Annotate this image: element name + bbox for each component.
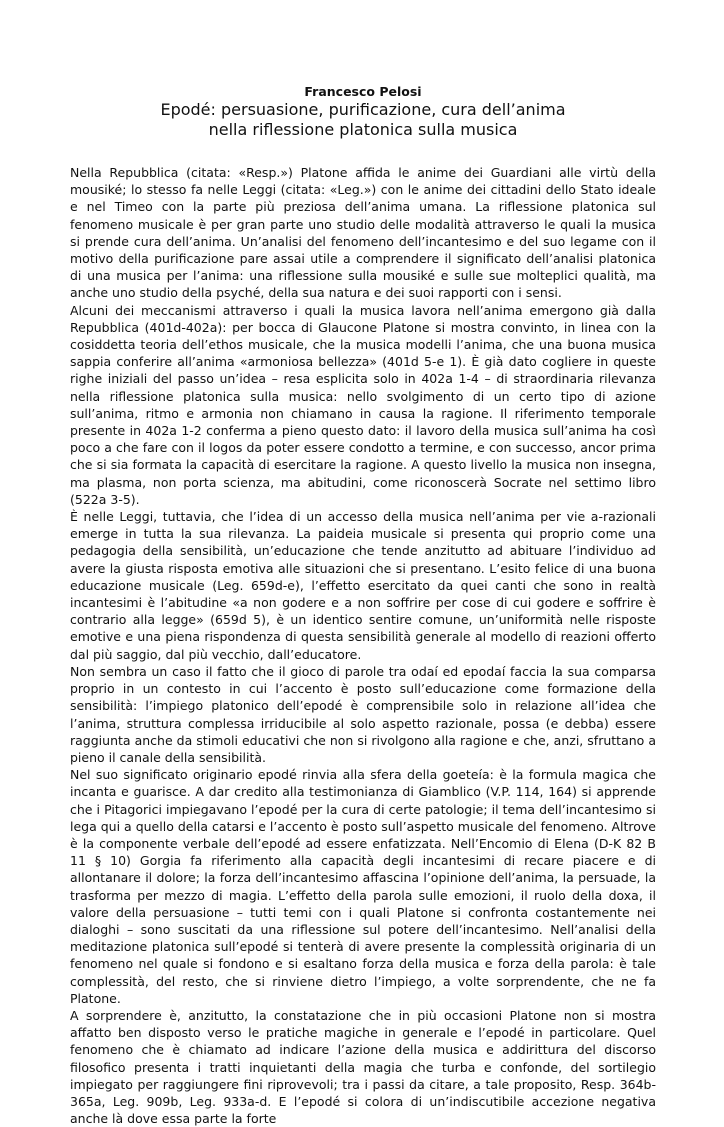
author-name: Francesco Pelosi [304,84,422,99]
paragraph-4: Non sembra un caso il fatto che il gioco di parole tra odaí ed epodaí faccia la sua comparsa proprio in un contesto in cui l’accento è posto sull’educazione come formazione della sensibilità: l’impiego platonico dell’epodé è comprensibile solo in relazione all’idea che l’anima, struttura complessa irriducibile al solo aspetto razionale, possa (e debba) essere raggiunta anche da stimoli educativi che non si rivolgono alla ragione e che, anzi, sfruttano a pieno il canale della sensibilità. [70,663,656,765]
document-title-line-1: Epodé: persuasione, purificazione, cura dell’anima [160,100,566,119]
paragraph-2: Alcuni dei meccanismi attraverso i quali la musica lavora nell’anima emergono già dalla Repubblica (401d-402a): per bocca di Glaucone Platone si mostra convinto, in linea con la cosiddetta teoria dell’ethos musicale, che la musica modelli l’anima, che una buona musica sappia conferire all’anima «armoniosa bellezza» (401d 5-e 1). È già dato cogliere in queste righe iniziali del passo un’idea – resa esplicita solo in 402a 1-4 – di straordinaria rilevanza nella riflessione platonica sulla musica: nello svolgimento di un certo tipo di azione sull’anima, ritmo e armonia non chiamano in causa la ragione. Il riferimento temporale presente in 402a 1-2 conferma a pieno questo dato: il lavoro della musica sull’anima ha così poco a che fare con il logos da poter essere condotto a termine, e con successo, ancor prima che si sia formata la capacità di esercitare la ragione. A questo livello la musica non insegna, ma plasma, non porta scienza, ma abitudini, come riconoscerà Socrate nel settimo libro (522a 3-5). [70,302,656,507]
document-title-line-2: nella riflessione platonica sulla musica [208,120,518,139]
document-body [70,164,656,1127]
paragraph-5: Nel suo significato originario epodé rinvia alla sfera della goeteía: è la formula magica che incanta e guarisce. A dar credito alla testimonianza di Giamblico (V.P. 114, 164) si apprende che i Pitagorici impiegavano l’epodé per la cura di certe patologie; il tema dell’incantesimo si lega qui a quello della catarsi e l’accento è posto sull’aspetto musicale del fenomeno. Altrove è la componente verbale dell’epodé ad essere enfatizzata. Nell’Encomio di Elena (D-K 82 B 11 § 10) Gorgia fa riferimento alla capacità degli incantesimi di recare piacere e di allontanare il dolore; la forza dell’incantesimo affascina l’opinione dell’anima, la persuade, la trasforma per mezzo di magia. L’effetto della parola sulle emozioni, il ruolo della doxa, il valore della persuasione – tutti temi con i quali Platone si confronta costantemente nei dialoghi – sono suscitati da una riflessione sul potere dell’incantesimo. Nell’analisi della meditazione platonica sull’epodé si tenterà di avere presente la complessità originaria di un fenomeno nel quale si fondono e si esaltano forza della musica e forza della parola: è tale complessità, del resto, che si rinviene dietro l’impiego, a volte sorprendente, che ne fa Platone. [70,767,656,1006]
paragraph-3: È nelle Leggi, tuttavia, che l’idea di un accesso della musica nell’anima per vie a-razionali emerge in tutta la sua rilevanza. La paideia musicale si presenta qui proprio come una pedagogia della sensibilità, un’educazione che tende anzitutto ad abituare l’individuo ad avere la giusta risposta emotiva alle situazioni che si presentano. L’esito felice di una buona educazione musicale (Leg. 659d-e), l’effetto esercitato da quei canti che sono in realtà incantesimi è l’abitudine «a non godere e a non soffrire per cose di cui godere e soffrire è contrario alla legge» (659d 5), è un identico sentire comune, un’uniformità nelle risposte emotive e una piena rispondenza di questa sensibilità generale al modello di reazioni offerto dal più saggio, dal più vecchio, dall’educatore. [70,509,656,662]
paragraph-1: Nella Repubblica (citata: «Resp.») Platone affida le anime dei Guardiani alle virtù della mousiké; lo stesso fa nelle Leggi (citata: «Leg.») con le anime dei cittadini dello Stato ideale e nel Timeo con la parte più preziosa dell’anima umana. La riflessione platonica sul fenomeno musicale è per gran parte uno studio delle modalità attraverso le quali la musica si prende cura dell’anima. Un’analisi del fenomeno dell’incantesimo e del suo legame con il motivo della purificazione pare assai utile a comprendere il significato dell’analisi platonica di una musica per l’anima: una riflessione sulla mousiké e sulle sue molteplici qualità, ma anche uno studio della psyché, della sua natura e dei suoi rapporti con i sensi. [70,165,656,301]
paragraph-6: A sorprendere è, anzitutto, la constatazione che in più occasioni Platone non si mostra affatto ben disposto verso le pratiche magiche in generale e l’epodé in particolare. Quel fenomeno che è chiamato ad indicare l’azione della musica e addirittura del discorso filosofico presenta i tratti inquietanti della magia che turba e confonde, del sortilegio impiegato per raggiungere fini riprovevoli; tra i passi da citare, a tale proposito, Resp. 364b-365a, Leg. 909b, Leg. 933a-d. E l’epodé si colora di un’indiscutibile accezione negativa anche là dove essa parte la forte [70,1007,656,1127]
